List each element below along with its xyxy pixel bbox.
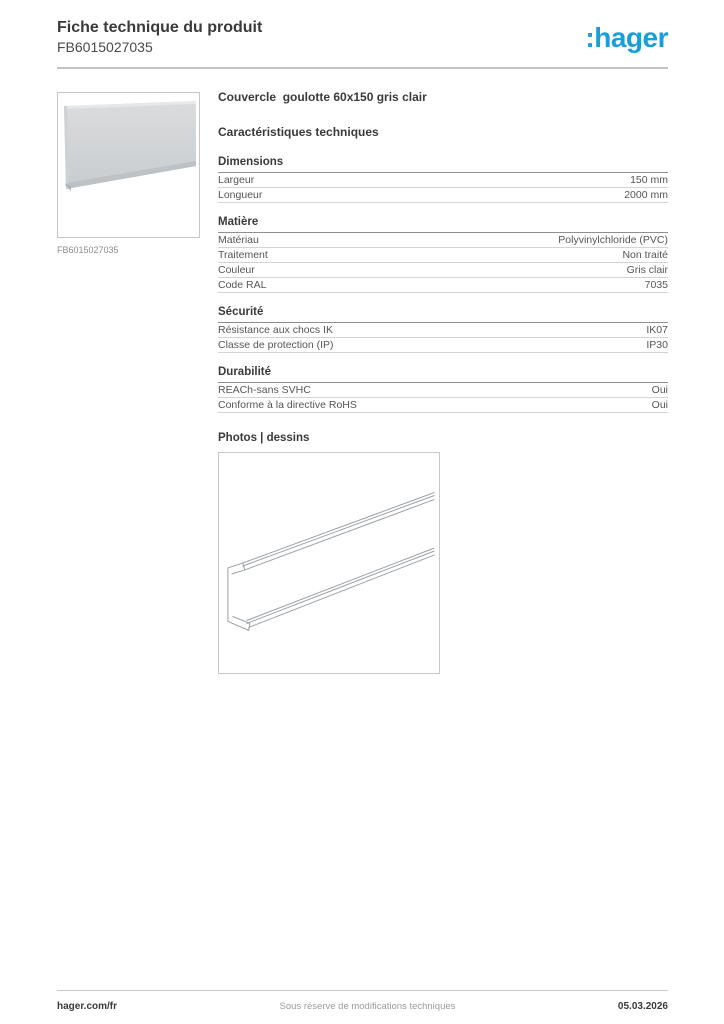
spec-row-value: Non traité bbox=[622, 249, 668, 261]
spec-row-label: Traitement bbox=[218, 249, 268, 261]
technical-drawing bbox=[218, 452, 440, 674]
content-column bbox=[218, 90, 668, 674]
spec-row-label: Résistance aux chocs IK bbox=[218, 324, 333, 336]
spec-row bbox=[218, 188, 668, 203]
footer-date: 05.03.2026 bbox=[617, 1001, 668, 1012]
spec-row bbox=[218, 173, 668, 188]
spec-row-label: REACh-sans SVHC bbox=[218, 384, 311, 396]
spec-row bbox=[218, 248, 668, 263]
spec-row-value: 150 mm bbox=[630, 174, 668, 186]
spec-row-value: Polyvinylchloride (PVC) bbox=[558, 234, 668, 246]
spec-row-label: Couleur bbox=[218, 264, 255, 276]
spec-row-label: Largeur bbox=[218, 174, 255, 186]
spec-section bbox=[218, 216, 668, 293]
product-photo-caption: FB6015027035 bbox=[57, 245, 119, 255]
footer-disclaimer: Sous réserve de modifications techniques bbox=[279, 1001, 456, 1012]
spec-row bbox=[218, 278, 668, 293]
spec-row-value: IP30 bbox=[646, 339, 668, 351]
spec-section-title: Sécurité bbox=[218, 306, 668, 323]
spec-row-value: Oui bbox=[651, 384, 668, 396]
footer bbox=[57, 990, 668, 1012]
spec-row-label: Conforme à la directive RoHS bbox=[218, 399, 357, 411]
hager-logo: :hager bbox=[585, 22, 668, 53]
photos-drawings-heading: Photos | dessins bbox=[218, 432, 310, 444]
header-titles bbox=[57, 18, 262, 56]
characteristics-heading: Caractéristiques techniques bbox=[218, 125, 379, 139]
spec-section bbox=[218, 156, 668, 203]
spec-row bbox=[218, 233, 668, 248]
spec-section-title: Dimensions bbox=[218, 156, 668, 173]
spec-row-value: 2000 mm bbox=[624, 189, 668, 201]
spec-section-title: Matière bbox=[218, 216, 668, 233]
spec-section-title: Durabilité bbox=[218, 366, 668, 383]
spec-section bbox=[218, 306, 668, 353]
spec-row-label: Code RAL bbox=[218, 279, 267, 291]
header bbox=[57, 18, 668, 56]
spec-row-label: Classe de protection (IP) bbox=[218, 339, 334, 351]
spec-row-value: 7035 bbox=[644, 279, 668, 291]
spec-row bbox=[218, 398, 668, 413]
cover-profile-drawing bbox=[219, 453, 439, 673]
spec-row-value: Oui bbox=[651, 399, 668, 411]
spec-row bbox=[218, 383, 668, 398]
header-divider bbox=[57, 67, 668, 69]
spec-row bbox=[218, 323, 668, 338]
spec-sections bbox=[218, 156, 668, 413]
spec-row bbox=[218, 263, 668, 278]
page-title: Fiche technique du produit bbox=[57, 19, 263, 36]
spec-row bbox=[218, 338, 668, 353]
product-photo-column bbox=[57, 92, 200, 255]
product-cover-image bbox=[58, 93, 199, 237]
spec-row-label: Longueur bbox=[218, 189, 263, 201]
spec-row-value: IK07 bbox=[646, 324, 668, 336]
product-photo bbox=[57, 92, 200, 238]
product-reference: FB6015027035 bbox=[57, 39, 153, 56]
spec-section bbox=[218, 366, 668, 413]
spec-row-value: Gris clair bbox=[626, 264, 668, 276]
footer-website-link[interactable]: hager.com/fr bbox=[57, 1001, 118, 1012]
spec-row-label: Matériau bbox=[218, 234, 259, 246]
product-title: Couvercle goulotte 60x150 gris clair bbox=[218, 90, 427, 104]
